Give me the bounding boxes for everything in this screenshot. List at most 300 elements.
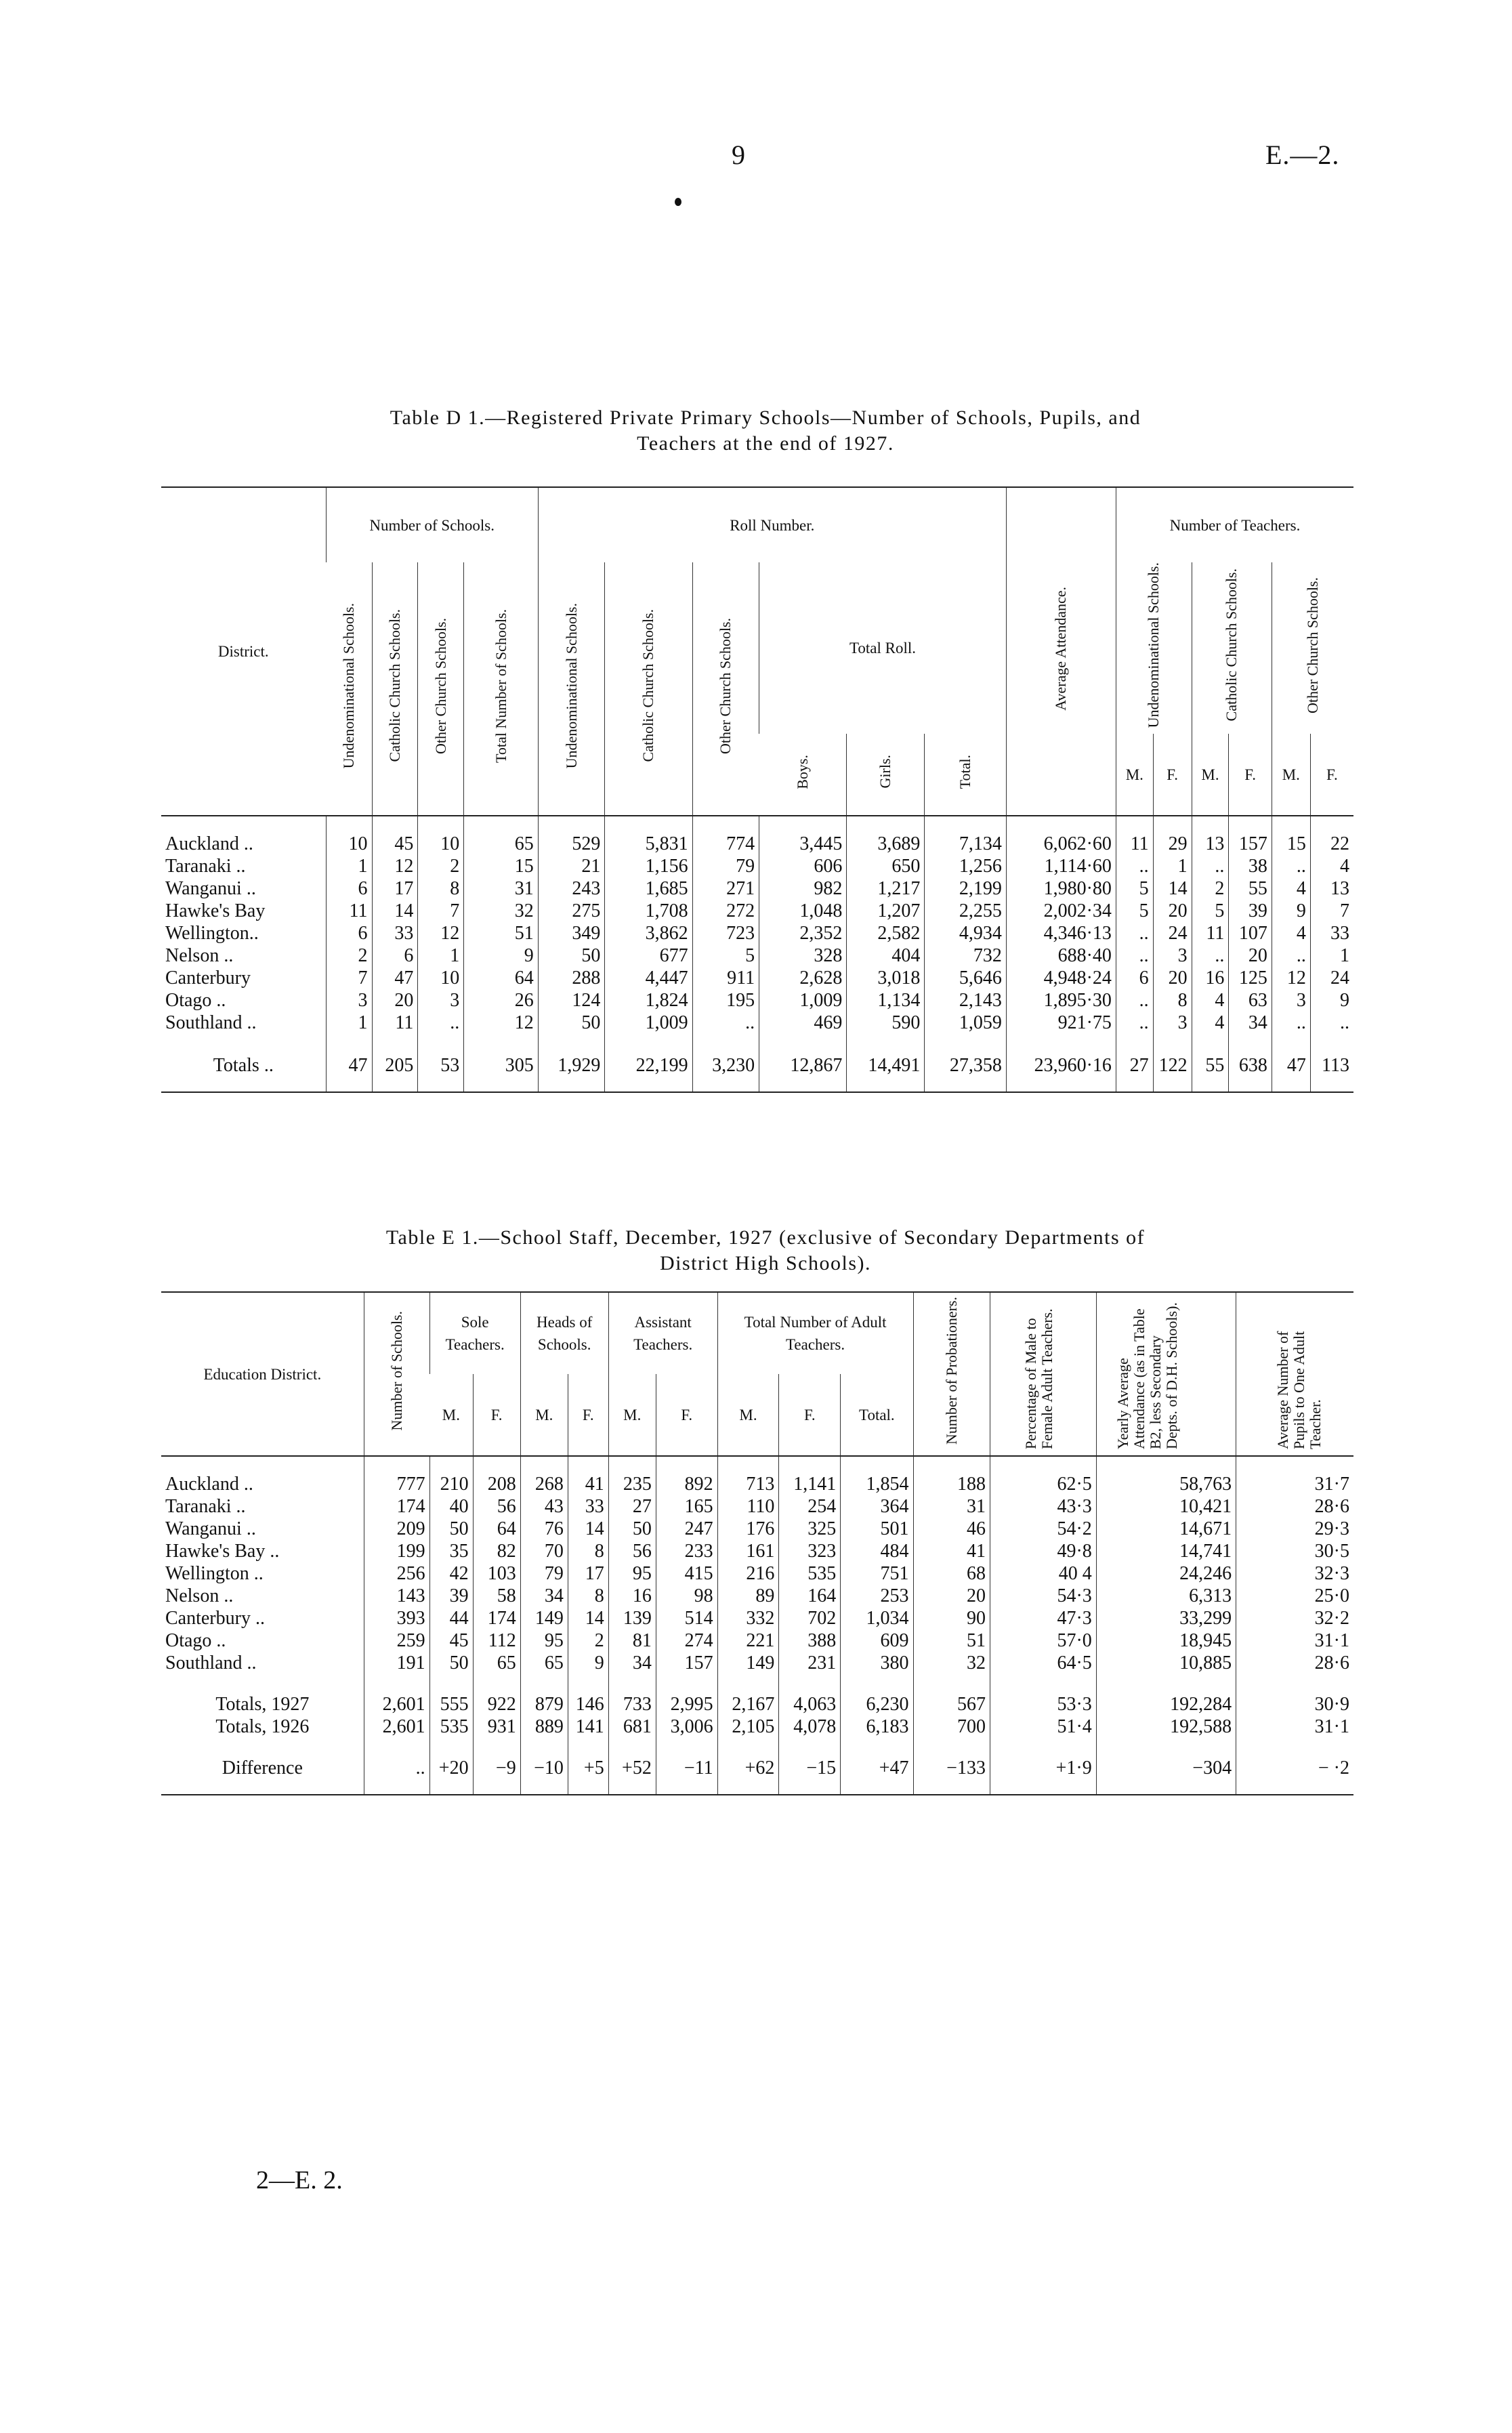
value-cell: 681 bbox=[608, 1715, 656, 1753]
value-cell: 529 bbox=[538, 816, 605, 855]
value-cell: 41 bbox=[913, 1540, 990, 1562]
district-cell: Wellington.. bbox=[165, 923, 259, 944]
value-cell: 1,980·80 bbox=[1006, 877, 1116, 900]
teachers-catholic-header: Catholic Church Schools. bbox=[1192, 562, 1272, 734]
value-cell: 256 bbox=[364, 1562, 429, 1585]
value-cell: 161 bbox=[717, 1540, 779, 1562]
value-cell: 7 bbox=[326, 967, 372, 989]
district-cell: Southland .. bbox=[165, 1012, 257, 1034]
total-header: Total. bbox=[841, 1374, 913, 1456]
value-cell: 42 bbox=[429, 1562, 473, 1585]
value-cell: 982 bbox=[759, 877, 847, 900]
value-cell: 4,934 bbox=[925, 922, 1007, 944]
value-cell: 1,685 bbox=[605, 877, 692, 900]
value-cell: 1,708 bbox=[605, 900, 692, 922]
value-cell: 103 bbox=[473, 1562, 520, 1585]
value-cell: 9 bbox=[464, 944, 539, 967]
value-cell: 3,445 bbox=[759, 816, 847, 855]
value-cell: 4 bbox=[1192, 1012, 1229, 1049]
value-cell: 199 bbox=[364, 1540, 429, 1562]
value-cell: 10,421 bbox=[1096, 1495, 1236, 1518]
value-cell: 14 bbox=[568, 1607, 608, 1629]
total-roll-header: Total Roll. bbox=[759, 562, 1007, 734]
value-cell: 3,230 bbox=[692, 1049, 759, 1092]
value-cell: 567 bbox=[913, 1689, 990, 1715]
value-cell: 677 bbox=[605, 944, 692, 967]
value-cell: 8 bbox=[568, 1540, 608, 1562]
value-cell: 70 bbox=[520, 1540, 568, 1562]
value-cell: 208 bbox=[473, 1456, 520, 1495]
value-cell: +20 bbox=[429, 1753, 473, 1795]
value-cell: .. bbox=[1116, 922, 1153, 944]
value-cell: 27,358 bbox=[925, 1049, 1007, 1092]
value-cell: 723 bbox=[692, 922, 759, 944]
value-cell: 68 bbox=[913, 1562, 990, 1585]
value-cell: 1,824 bbox=[605, 989, 692, 1012]
value-cell: 5 bbox=[692, 944, 759, 967]
difference-row bbox=[161, 1753, 1353, 1795]
value-cell: +1·9 bbox=[990, 1753, 1096, 1795]
table-row bbox=[161, 877, 1353, 900]
value-cell: 176 bbox=[717, 1518, 779, 1540]
value-cell: 64·5 bbox=[990, 1652, 1096, 1689]
value-cell: 50 bbox=[608, 1518, 656, 1540]
value-cell: 17 bbox=[372, 877, 418, 900]
value-cell: 2,628 bbox=[759, 967, 847, 989]
value-cell: 31 bbox=[464, 877, 539, 900]
m-header: M. bbox=[442, 1406, 460, 1423]
value-cell: 911 bbox=[692, 967, 759, 989]
value-cell: 35 bbox=[429, 1540, 473, 1562]
value-cell: 5 bbox=[1192, 900, 1229, 922]
district-cell: Canterbury .. bbox=[165, 1608, 265, 1629]
value-cell: 12 bbox=[1272, 967, 1310, 989]
other-church-schools-header: Other Church Schools. bbox=[418, 562, 464, 816]
value-cell: 2,143 bbox=[925, 989, 1007, 1012]
value-cell: 9 bbox=[1310, 989, 1353, 1012]
roll-other-church-header: Other Church Schools. bbox=[692, 562, 759, 816]
value-cell: 7,134 bbox=[925, 816, 1007, 855]
value-cell: 349 bbox=[538, 922, 605, 944]
value-cell: 12 bbox=[464, 1012, 539, 1049]
value-cell: 11 bbox=[1192, 922, 1229, 944]
value-cell: 20 bbox=[372, 989, 418, 1012]
value-cell: 17 bbox=[568, 1562, 608, 1585]
value-cell: 125 bbox=[1229, 967, 1272, 989]
value-cell: .. bbox=[364, 1753, 429, 1795]
value-cell: 1 bbox=[1153, 855, 1192, 877]
value-cell: 139 bbox=[608, 1607, 656, 1629]
value-cell: 18,945 bbox=[1096, 1629, 1236, 1652]
value-cell: 1,217 bbox=[847, 877, 925, 900]
f-header: F. bbox=[1229, 734, 1272, 816]
value-cell: .. bbox=[1272, 855, 1310, 877]
m-header: M. bbox=[1272, 734, 1310, 816]
district-cell: Nelson .. bbox=[165, 1585, 234, 1606]
value-cell: 5 bbox=[1116, 900, 1153, 922]
value-cell: 56 bbox=[473, 1495, 520, 1518]
value-cell: 16 bbox=[608, 1585, 656, 1607]
value-cell: 469 bbox=[759, 1012, 847, 1049]
value-cell: 415 bbox=[656, 1562, 717, 1585]
value-cell: 143 bbox=[364, 1585, 429, 1607]
table-e1-title bbox=[122, 1225, 1409, 1276]
value-cell: 174 bbox=[473, 1607, 520, 1629]
number-of-schools-header: Number of Schools. bbox=[364, 1292, 429, 1456]
district-cell: Totals, 1927 bbox=[215, 1694, 310, 1715]
value-cell: 31·7 bbox=[1236, 1456, 1353, 1495]
value-cell: 54·3 bbox=[990, 1585, 1096, 1607]
value-cell: 64 bbox=[473, 1518, 520, 1540]
value-cell: 32·2 bbox=[1236, 1607, 1353, 1629]
value-cell: 43 bbox=[520, 1495, 568, 1518]
value-cell: 1,034 bbox=[841, 1607, 913, 1629]
value-cell: 380 bbox=[841, 1652, 913, 1689]
f-header: F. bbox=[473, 1374, 520, 1456]
value-cell: 2 bbox=[1192, 877, 1229, 900]
m-header: M. bbox=[1116, 734, 1153, 816]
value-cell: − ·2 bbox=[1236, 1753, 1353, 1795]
value-cell: 14,671 bbox=[1096, 1518, 1236, 1540]
value-cell: 3,006 bbox=[656, 1715, 717, 1753]
value-cell: 1,156 bbox=[605, 855, 692, 877]
value-cell: −10 bbox=[520, 1753, 568, 1795]
value-cell: 1,141 bbox=[779, 1456, 841, 1495]
value-cell: 11 bbox=[326, 900, 372, 922]
table-d1-title bbox=[122, 405, 1409, 457]
value-cell: 751 bbox=[841, 1562, 913, 1585]
value-cell: 149 bbox=[520, 1607, 568, 1629]
table-e1 bbox=[161, 1291, 1353, 1795]
value-cell: 12,867 bbox=[759, 1049, 847, 1092]
totals-1927-row bbox=[161, 1689, 1353, 1715]
value-cell: 76 bbox=[520, 1518, 568, 1540]
table-e1-body bbox=[161, 1456, 1353, 1795]
value-cell: 404 bbox=[847, 944, 925, 967]
value-cell: 1,134 bbox=[847, 989, 925, 1012]
value-cell: 590 bbox=[847, 1012, 925, 1049]
value-cell: 1,059 bbox=[925, 1012, 1007, 1049]
value-cell: .. bbox=[1192, 944, 1229, 967]
totals-row bbox=[161, 1049, 1353, 1092]
value-cell: 1 bbox=[326, 1012, 372, 1049]
value-cell: 13 bbox=[1310, 877, 1353, 900]
value-cell: 2,167 bbox=[717, 1689, 779, 1715]
value-cell: 63 bbox=[1229, 989, 1272, 1012]
value-cell: 51 bbox=[913, 1629, 990, 1652]
value-cell: 700 bbox=[913, 1715, 990, 1753]
value-cell: 892 bbox=[656, 1456, 717, 1495]
value-cell: 555 bbox=[429, 1689, 473, 1715]
value-cell: 32·3 bbox=[1236, 1562, 1353, 1585]
value-cell: 272 bbox=[692, 900, 759, 922]
value-cell: 157 bbox=[656, 1652, 717, 1689]
table-row bbox=[161, 967, 1353, 989]
value-cell: 271 bbox=[692, 877, 759, 900]
value-cell: 20 bbox=[1153, 900, 1192, 922]
district-cell: Taranaki .. bbox=[165, 856, 246, 877]
value-cell: 1,114·60 bbox=[1006, 855, 1116, 877]
table-row bbox=[161, 1562, 1353, 1585]
value-cell: 332 bbox=[717, 1607, 779, 1629]
value-cell: .. bbox=[418, 1012, 464, 1049]
district-cell: Taranaki .. bbox=[165, 1496, 246, 1517]
value-cell: 65 bbox=[520, 1652, 568, 1689]
value-cell: .. bbox=[1272, 1012, 1310, 1049]
district-cell: Wellington .. bbox=[165, 1563, 264, 1584]
value-cell: 638 bbox=[1229, 1049, 1272, 1092]
value-cell: 10,885 bbox=[1096, 1652, 1236, 1689]
value-cell: 64 bbox=[464, 967, 539, 989]
value-cell: 6 bbox=[326, 922, 372, 944]
value-cell: 55 bbox=[1229, 877, 1272, 900]
value-cell: 1 bbox=[326, 855, 372, 877]
education-district-header: Education District. bbox=[203, 1365, 322, 1383]
table-e1-title-line2: District High Schools). bbox=[660, 1252, 871, 1274]
value-cell: 11 bbox=[1116, 816, 1153, 855]
boys-header: Boys. bbox=[793, 754, 811, 789]
value-cell: 393 bbox=[364, 1607, 429, 1629]
value-cell: 47·3 bbox=[990, 1607, 1096, 1629]
value-cell: 733 bbox=[608, 1689, 656, 1715]
value-cell: 95 bbox=[608, 1562, 656, 1585]
value-cell: 49·8 bbox=[990, 1540, 1096, 1562]
value-cell: 62·5 bbox=[990, 1456, 1096, 1495]
teachers-other-church-header: Other Church Schools. bbox=[1272, 562, 1353, 734]
value-cell: 34 bbox=[520, 1585, 568, 1607]
table-row bbox=[161, 1607, 1353, 1629]
district-cell: Totals, 1926 bbox=[215, 1716, 310, 1737]
roll-catholic-header: Catholic Church Schools. bbox=[605, 562, 692, 816]
value-cell: 3 bbox=[1153, 944, 1192, 967]
value-cell: 259 bbox=[364, 1629, 429, 1652]
value-cell: 13 bbox=[1192, 816, 1229, 855]
value-cell: 110 bbox=[717, 1495, 779, 1518]
value-cell: 79 bbox=[520, 1562, 568, 1585]
value-cell: 8 bbox=[1153, 989, 1192, 1012]
value-cell: 247 bbox=[656, 1518, 717, 1540]
value-cell: 2 bbox=[568, 1629, 608, 1652]
value-cell: 9 bbox=[1272, 900, 1310, 922]
value-cell: 46 bbox=[913, 1518, 990, 1540]
girls-header: Girls. bbox=[847, 734, 925, 816]
value-cell: 922 bbox=[473, 1689, 520, 1715]
value-cell: 732 bbox=[925, 944, 1007, 967]
table-d1-title-line2: Teachers at the end of 1927. bbox=[637, 432, 894, 455]
value-cell: 28·6 bbox=[1236, 1495, 1353, 1518]
value-cell: 12 bbox=[418, 922, 464, 944]
value-cell: −9 bbox=[473, 1753, 520, 1795]
table-d1-body bbox=[161, 816, 1353, 1092]
value-cell: 6 bbox=[1116, 967, 1153, 989]
value-cell: 11 bbox=[372, 1012, 418, 1049]
total-schools-header: Total Number of Schools. bbox=[464, 562, 539, 816]
value-cell: 20 bbox=[1153, 967, 1192, 989]
value-cell: 2 bbox=[326, 944, 372, 967]
value-cell: 44 bbox=[429, 1607, 473, 1629]
district-cell: Totals .. bbox=[213, 1055, 274, 1077]
value-cell: 65 bbox=[464, 816, 539, 855]
value-cell: 233 bbox=[656, 1540, 717, 1562]
value-cell: 6,313 bbox=[1096, 1585, 1236, 1607]
value-cell: −15 bbox=[779, 1753, 841, 1795]
value-cell: 606 bbox=[759, 855, 847, 877]
value-cell: −11 bbox=[656, 1753, 717, 1795]
table-row bbox=[161, 1540, 1353, 1562]
m-header: M. bbox=[717, 1374, 779, 1456]
heads-of-schools-header: Heads of Schools. bbox=[520, 1292, 608, 1374]
value-cell: −304 bbox=[1096, 1753, 1236, 1795]
table-row bbox=[161, 855, 1353, 877]
f-header: F. bbox=[1153, 734, 1192, 816]
value-cell: 235 bbox=[608, 1456, 656, 1495]
sole-teachers-header: Sole Teachers. bbox=[429, 1292, 520, 1374]
value-cell: 58,763 bbox=[1096, 1456, 1236, 1495]
value-cell: 51 bbox=[464, 922, 539, 944]
value-cell: 188 bbox=[913, 1456, 990, 1495]
value-cell: 221 bbox=[717, 1629, 779, 1652]
value-cell: 1,048 bbox=[759, 900, 847, 922]
table-row bbox=[161, 900, 1353, 922]
district-cell: Canterbury bbox=[165, 968, 251, 989]
value-cell: 12 bbox=[372, 855, 418, 877]
value-cell: 6 bbox=[372, 944, 418, 967]
value-cell: 14,741 bbox=[1096, 1540, 1236, 1562]
table-row bbox=[161, 1652, 1353, 1689]
catholic-church-schools-header: Catholic Church Schools. bbox=[372, 562, 418, 816]
value-cell: +47 bbox=[841, 1753, 913, 1795]
value-cell: 4 bbox=[1310, 855, 1353, 877]
value-cell: 82 bbox=[473, 1540, 520, 1562]
value-cell: 98 bbox=[656, 1585, 717, 1607]
value-cell: 5,831 bbox=[605, 816, 692, 855]
value-cell: 2,601 bbox=[364, 1689, 429, 1715]
table-row bbox=[161, 989, 1353, 1012]
value-cell: .. bbox=[1116, 855, 1153, 877]
value-cell: .. bbox=[1272, 944, 1310, 967]
value-cell: 2,995 bbox=[656, 1689, 717, 1715]
value-cell: 514 bbox=[656, 1607, 717, 1629]
value-cell: 10 bbox=[418, 816, 464, 855]
teachers-undenominational-header: Undenominational Schools. bbox=[1116, 562, 1192, 734]
table-e1-title-line1: Table E 1.—School Staff, December, 1927 (exclusive of Secondary Departments of bbox=[385, 1226, 1146, 1249]
table-d1 bbox=[161, 486, 1353, 1093]
value-cell: 254 bbox=[779, 1495, 841, 1518]
value-cell: 34 bbox=[1229, 1012, 1272, 1049]
value-cell: 174 bbox=[364, 1495, 429, 1518]
value-cell: 4,078 bbox=[779, 1715, 841, 1753]
value-cell: 328 bbox=[759, 944, 847, 967]
value-cell: 50 bbox=[538, 1012, 605, 1049]
value-cell: 141 bbox=[568, 1715, 608, 1753]
roll-undenominational-header: Undenominational Schools. bbox=[538, 562, 605, 816]
value-cell: 609 bbox=[841, 1629, 913, 1652]
value-cell: 209 bbox=[364, 1518, 429, 1540]
value-cell: 26 bbox=[464, 989, 539, 1012]
value-cell: 33 bbox=[568, 1495, 608, 1518]
value-cell: 39 bbox=[1229, 900, 1272, 922]
district-cell: Auckland .. bbox=[165, 833, 253, 855]
value-cell: 165 bbox=[656, 1495, 717, 1518]
value-cell: 889 bbox=[520, 1715, 568, 1753]
district-cell: Nelson .. bbox=[165, 945, 234, 967]
value-cell: 4,346·13 bbox=[1006, 922, 1116, 944]
value-cell: 205 bbox=[372, 1049, 418, 1092]
value-cell: 323 bbox=[779, 1540, 841, 1562]
value-cell: 33 bbox=[372, 922, 418, 944]
value-cell: 149 bbox=[717, 1652, 779, 1689]
value-cell: 195 bbox=[692, 989, 759, 1012]
table-d1-title-line1: Table D 1.—Registered Private Primary Schools—Number of Schools, Pupils, and bbox=[390, 407, 1141, 429]
value-cell: 15 bbox=[464, 855, 539, 877]
value-cell: 192,284 bbox=[1096, 1689, 1236, 1715]
value-cell: 243 bbox=[538, 877, 605, 900]
value-cell: 113 bbox=[1310, 1049, 1353, 1092]
district-cell: Wanganui .. bbox=[165, 878, 256, 900]
value-cell: 191 bbox=[364, 1652, 429, 1689]
district-cell: Hawke's Bay bbox=[165, 900, 266, 922]
district-header: District. bbox=[217, 643, 269, 661]
table-row bbox=[161, 1495, 1353, 1518]
roll-number-header: Roll Number. bbox=[538, 487, 1006, 562]
m-header: M. bbox=[520, 1374, 568, 1456]
table-row bbox=[161, 1629, 1353, 1652]
table-row bbox=[161, 944, 1353, 967]
value-cell: 14 bbox=[568, 1518, 608, 1540]
value-cell: 210 bbox=[429, 1456, 473, 1495]
value-cell: 1,256 bbox=[925, 855, 1007, 877]
district-cell: Hawke's Bay .. bbox=[165, 1541, 280, 1562]
value-cell: 535 bbox=[779, 1562, 841, 1585]
value-cell: 164 bbox=[779, 1585, 841, 1607]
district-cell: Difference bbox=[222, 1758, 303, 1779]
value-cell: 4,948·24 bbox=[1006, 967, 1116, 989]
value-cell: 268 bbox=[520, 1456, 568, 1495]
value-cell: 231 bbox=[779, 1652, 841, 1689]
value-cell: 14 bbox=[372, 900, 418, 922]
value-cell: 34 bbox=[608, 1652, 656, 1689]
value-cell: 1,854 bbox=[841, 1456, 913, 1495]
f-header: F. bbox=[656, 1374, 717, 1456]
value-cell: 1,009 bbox=[759, 989, 847, 1012]
district-cell: Otago .. bbox=[165, 990, 226, 1012]
value-cell: 27 bbox=[608, 1495, 656, 1518]
value-cell: 43·3 bbox=[990, 1495, 1096, 1518]
value-cell: 2,105 bbox=[717, 1715, 779, 1753]
value-cell: 50 bbox=[429, 1518, 473, 1540]
district-cell: Southland .. bbox=[165, 1652, 257, 1673]
value-cell: 305 bbox=[464, 1049, 539, 1092]
value-cell: 1,929 bbox=[538, 1049, 605, 1092]
value-cell: 4,063 bbox=[779, 1689, 841, 1715]
value-cell: 32 bbox=[913, 1652, 990, 1689]
total-header: Total. bbox=[925, 734, 1007, 816]
value-cell: 5 bbox=[1116, 877, 1153, 900]
f-header: F. bbox=[568, 1374, 608, 1456]
value-cell: 54·2 bbox=[990, 1518, 1096, 1540]
value-cell: 713 bbox=[717, 1456, 779, 1495]
value-cell: 7 bbox=[1310, 900, 1353, 922]
value-cell: 192,588 bbox=[1096, 1715, 1236, 1753]
value-cell: 47 bbox=[372, 967, 418, 989]
value-cell: 7 bbox=[418, 900, 464, 922]
table-row bbox=[161, 1518, 1353, 1540]
number-of-schools-header: Number of Schools. bbox=[326, 487, 538, 562]
value-cell: 6,183 bbox=[841, 1715, 913, 1753]
value-cell: 3 bbox=[418, 989, 464, 1012]
district-cell: Otago .. bbox=[165, 1630, 226, 1651]
assistant-teachers-header: Assistant Teachers. bbox=[608, 1292, 717, 1374]
